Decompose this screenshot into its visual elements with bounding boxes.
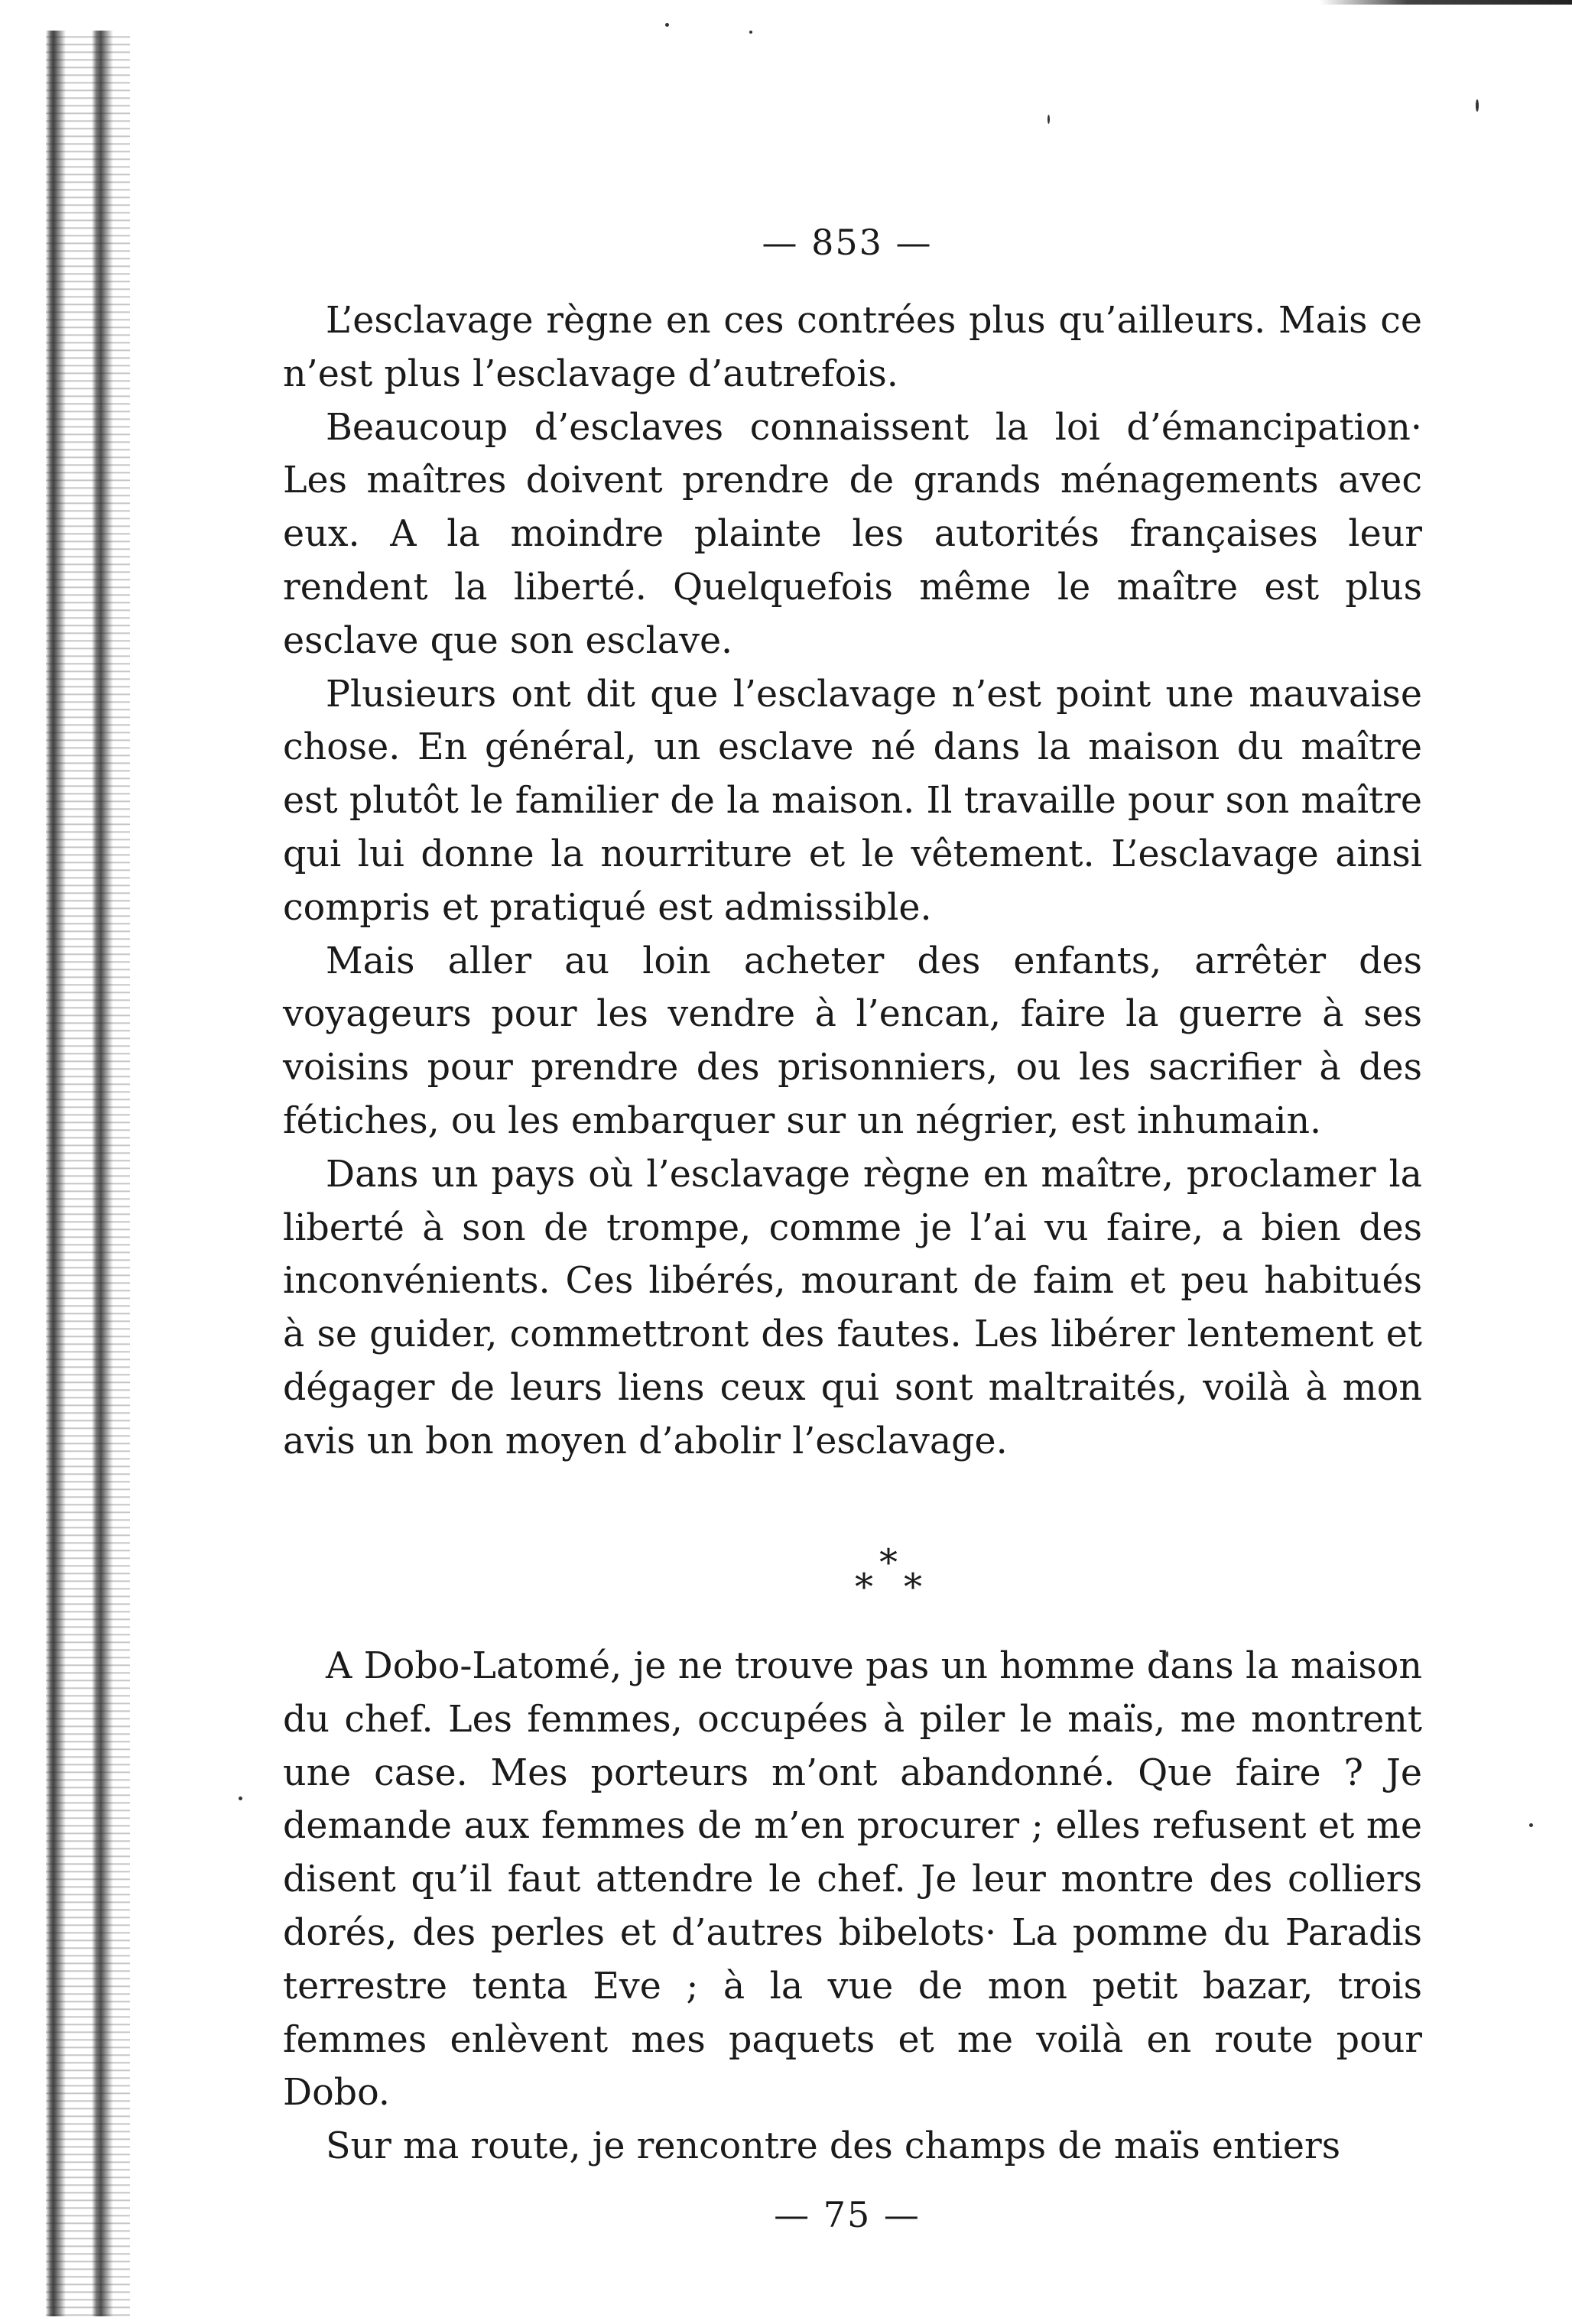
asterisk: * [855,1566,873,1608]
scan-speck [1476,99,1479,112]
paragraph: Plusieurs ont dit que l’esclavage n’est point une mauvaise chose. En général, un esclave né dans la maison du maître est plutôt le familier de la maison. Il travaille pour son maître qui lui donne la nourriture et le vêtement. L’esclavage ainsi compris et pratiqué est admissible. [283,673,1422,929]
scan-speck [1529,1823,1533,1827]
page-number-bottom: — 75 — [774,2194,921,2235]
asterisk: * [879,1541,898,1584]
paragraph: A Dobo-Latomé, je ne trouve pas un homme dans la maison du chef. Les femmes, occupées à piler le maïs, me montrent une case. Mes porteurs m’ont abandonné. Que faire ? Je demande aux femmes de m’en procurer ; elles refusent et me disent qu’il faut attendre le chef. Je leur montre des colliers dorés, des perles et d’autres bibelots· La pomme du Paradis terrestre tenta Eve ; à la vue de mon petit bazar, trois femmes enlèvent mes paquets et me voilà en route pour Dobo. [283,1645,1422,2115]
text-block-lower [283,1640,1422,2173]
scan-speck [1047,115,1050,124]
paragraph: Dans un pays où l’esclavage règne en maître, proclamer la liberté à son de trompe, comme je l’ai vu faire, a bien des inconvénients. Ces libérés, mourant de faim et peu habitués à se guider, commettront des fautes. Les libérer lentement et dégager de leurs liens ceux qui sont maltraités, voilà à mon avis un bon moyen d’abolir l’esclavage. [283,1153,1422,1462]
asterisk: * [904,1566,922,1608]
paragraph: Beaucoup d’esclaves connaissent la loi d’émancipation· Les maîtres doivent prendre de grands ménagements avec eux. A la moindre plainte les autorités françaises leur rendent la liberté. Quelquefois même le maître est plus esclave que son esclave. [283,406,1422,662]
paragraph: Sur ma route, je rencontre des champs de maïs entiers [326,2125,1341,2168]
paragraph: L’esclavage règne en ces contrées plus qu’ailleurs. Mais ce n’est plus l’esclavage d’autrefois. [283,300,1422,395]
scan-speck [749,31,752,34]
scan-speck [239,1797,242,1800]
text-block-upper [283,294,1422,1469]
section-break-asterism [849,1541,956,1613]
page-number-top: — 853 — [762,222,933,263]
paragraph: Mais aller au loin acheter des enfants, arrêter des voyageurs pour les vendre à l’encan, faire la guerre à ses voisins pour prendre des prisonniers, ou les sacrifier à des fétiches, ou les embarquer sur un négrier, est inhumain. [283,940,1422,1142]
scan-speck [665,23,669,27]
book-binding-edge [46,31,130,2316]
scan-top-rule [1320,0,1572,5]
